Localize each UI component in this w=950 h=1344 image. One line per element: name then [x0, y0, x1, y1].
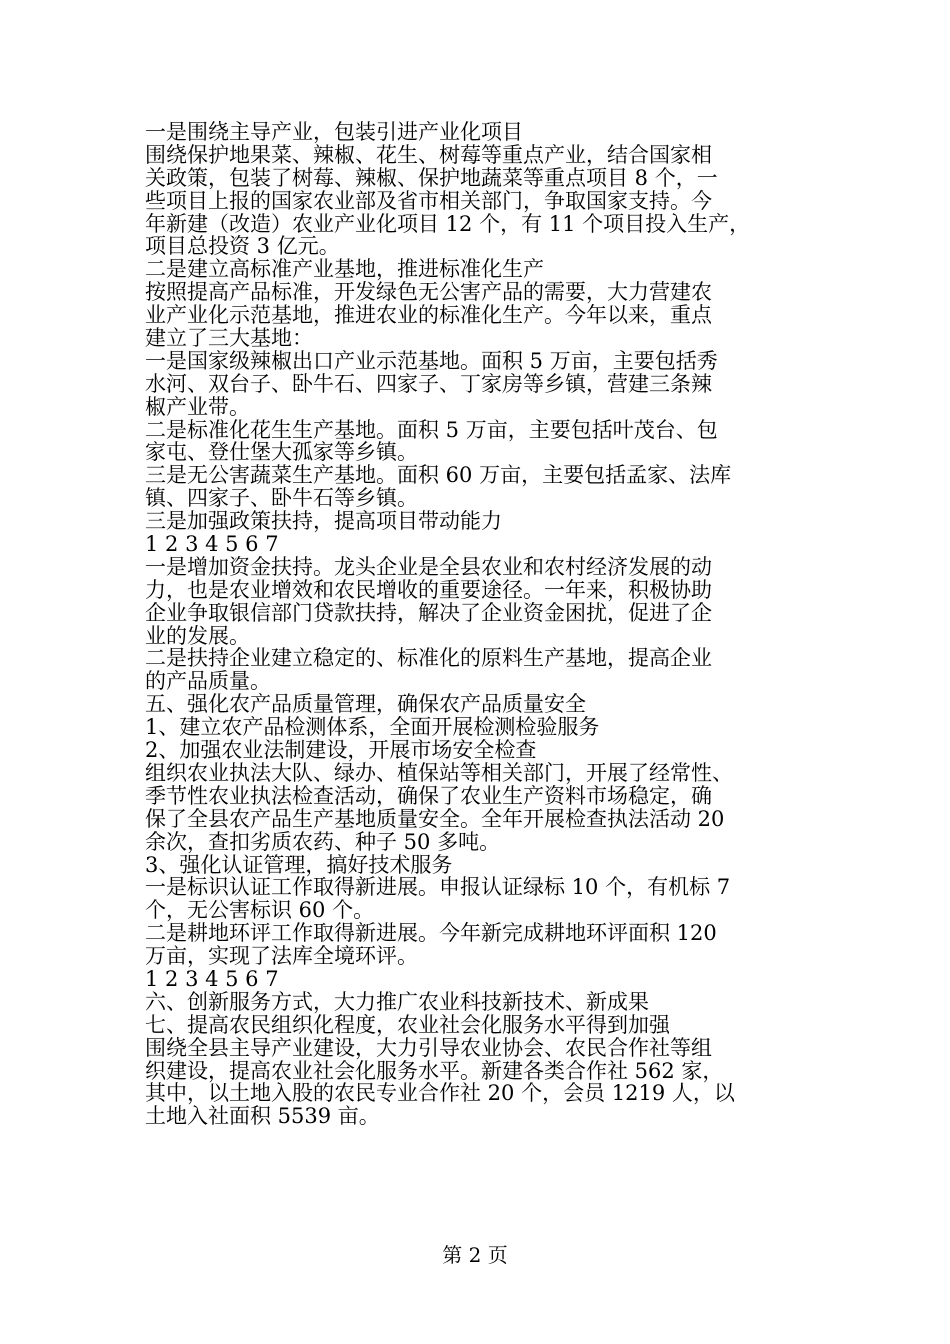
body-line: 1 2 3 4 5 6 7: [145, 532, 279, 557]
body-line: 五、强化农产品质量管理，确保农产品质量安全: [145, 692, 586, 717]
body-line: 保了全县农产品生产基地质量安全。全年开展检查执法活动 20: [145, 806, 725, 831]
body-line: 的产品质量。: [145, 669, 271, 694]
body-line: 围绕全县主导产业建设，大力引导农业协会、农民合作社等组: [145, 1035, 712, 1060]
body-line: 水河、双台子、卧牛石、四家子、丁家房等乡镇，营建三条辣: [145, 371, 712, 396]
body-line: 1 2 3 4 5 6 7: [145, 966, 279, 991]
body-line: 三是无公害蔬菜生产基地。面积 60 万亩，主要包括孟家、法库: [145, 463, 732, 488]
body-line: 万亩，实现了法库全境环评。: [145, 944, 418, 969]
document-body: [145, 121, 805, 1128]
page-number: 第 2 页: [442, 1243, 508, 1267]
body-line: 镇、四家子、卧牛石等乡镇。: [145, 486, 418, 511]
body-line: 个，无公害标识 60 个。: [145, 898, 375, 923]
body-line: 些项目上报的国家农业部及省市相关部门，争取国家支持。今: [145, 188, 712, 213]
body-line: 季节性农业执法检查活动，确保了农业生产资料市场稳定，确: [145, 783, 712, 808]
body-line: 一是国家级辣椒出口产业示范基地。面积 5 万亩，主要包括秀: [145, 348, 718, 373]
body-line: 其中，以土地入股的农民专业合作社 20 个，会员 1219 人，以: [145, 1081, 735, 1106]
body-line: 一是标识认证工作取得新进展。申报认证绿标 10 个，有机标 7: [145, 875, 731, 900]
body-line: 家屯、登仕堡大孤家等乡镇。: [145, 440, 418, 465]
body-line: 按照提高产品标准，开发绿色无公害产品的需要，大力营建农: [145, 280, 712, 305]
body-line: 业产业化示范基地，推进农业的标准化生产。今年以来，重点: [145, 303, 712, 328]
body-line: 业的发展。: [145, 623, 250, 648]
body-line: 围绕保护地果菜、辣椒、花生、树莓等重点产业，结合国家相: [145, 142, 712, 167]
body-line: 力，也是农业增效和农民增收的重要途径。一年来，积极协助: [145, 577, 712, 602]
body-line: 二是标准化花生生产基地。面积 5 万亩，主要包括叶茂台、包: [145, 417, 718, 442]
body-line: 年新建（改造）农业产业化项目 12 个，有 11 个项目投入生产，: [145, 211, 751, 236]
body-line: 土地入社面积 5539 亩。: [145, 1104, 380, 1129]
body-line: 七、提高农民组织化程度，农业社会化服务水平得到加强: [145, 1012, 670, 1037]
body-line: 1、建立农产品检测体系，全面开展检测检验服务: [145, 715, 600, 740]
body-line: 一是围绕主导产业，包装引进产业化项目: [145, 120, 523, 144]
body-line: 建立了三大基地：: [145, 326, 313, 351]
body-line: 三是加强政策扶持，提高项目带动能力: [145, 509, 502, 534]
body-line: 企业争取银信部门贷款扶持，解决了企业资金困扰，促进了企: [145, 600, 712, 625]
body-line: 组织农业执法大队、绿办、植保站等相关部门，开展了经常性、: [145, 760, 733, 785]
body-line: 二是耕地环评工作取得新进展。今年新完成耕地环评面积 120: [145, 921, 717, 946]
body-line: 余次，查扣劣质农药、种子 50 多吨。: [145, 829, 501, 854]
body-line: 二是建立高标准产业基地，推进标准化生产: [145, 257, 544, 282]
body-line: 项目总投资 3 亿元。: [145, 234, 340, 259]
body-line: 椒产业带。: [145, 394, 250, 419]
body-line: 六、创新服务方式，大力推广农业科技新技术、新成果: [145, 989, 649, 1014]
body-line: 3、强化认证管理，搞好技术服务: [145, 852, 453, 877]
body-line: 二是扶持企业建立稳定的、标准化的原料生产基地，提高企业: [145, 646, 712, 671]
body-line: 关政策，包装了树莓、辣椒、保护地蔬菜等重点项目 8 个，一: [145, 165, 718, 190]
body-line: 2、加强农业法制建设，开展市场安全检查: [145, 738, 537, 763]
body-line: 一是增加资金扶持。龙头企业是全县农业和农村经济发展的动: [145, 554, 712, 579]
body-line: 织建设，提高农业社会化服务水平。新建各类合作社 562 家，: [145, 1058, 724, 1083]
